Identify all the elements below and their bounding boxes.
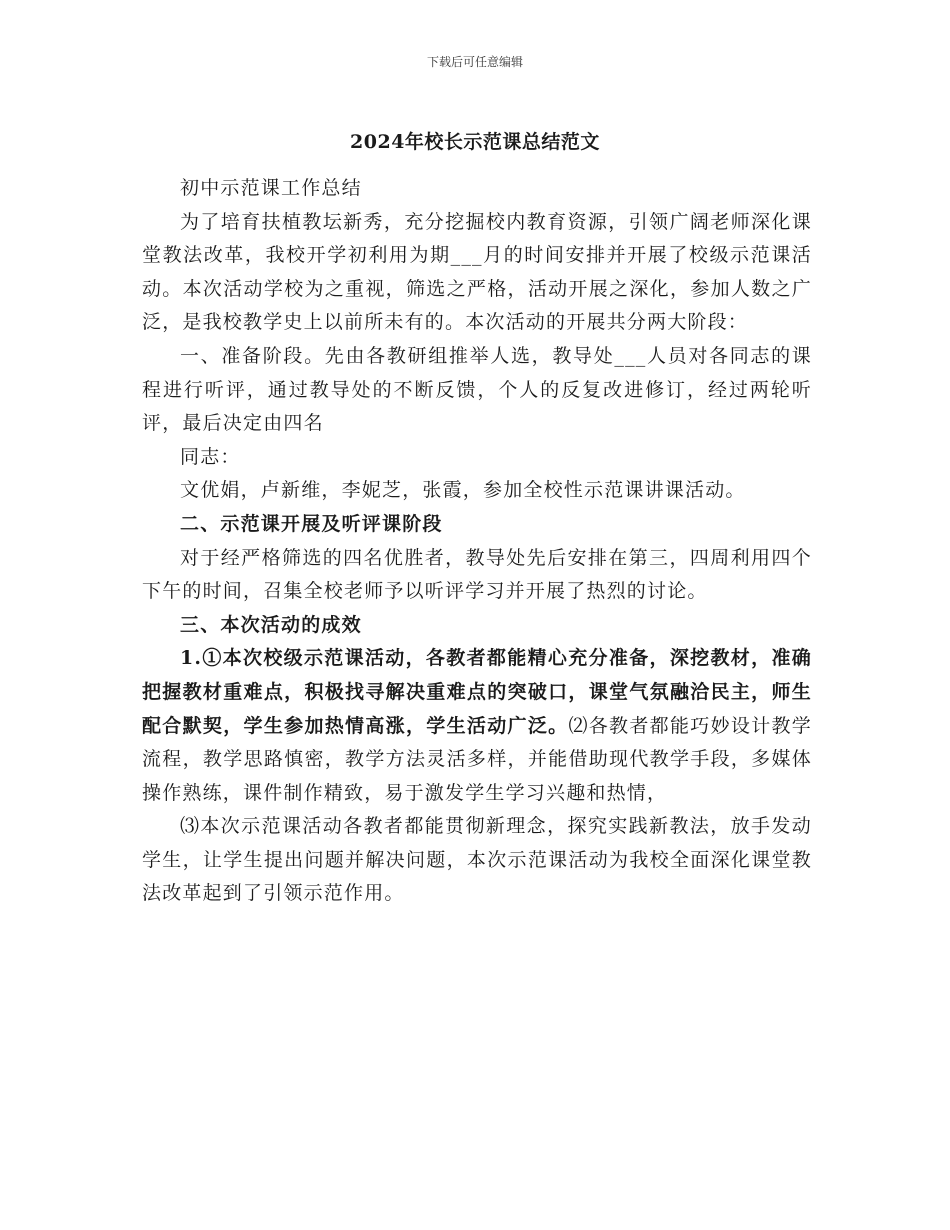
paragraph-results-one — [142, 642, 812, 810]
document-title: 2024年校长示范课总结范文 — [350, 131, 600, 153]
document-body — [142, 172, 812, 911]
results-bold-text: 1.①本次校级示范课活动，各教者都能精心充分准备，深挖教材，准确把握教材重难点，积极找寻解决重难点的突破口，课堂气氛融洽民主，师生配合默契，学生参加热情高涨，学生活动广泛。 — [142, 647, 812, 737]
section-heading-three: 三、本次活动的成效 — [180, 613, 362, 636]
page-header-note: 下载后可任意编辑 — [426, 55, 523, 69]
results-normal-text: ⑵各教者都能巧妙设计教学流程，教学思路慎密，教学方法灵活多样，并能借助现代教学手段，多媒体操作熟练，课件制作精致，易于激发学生学习兴趣和热情， — [142, 714, 813, 804]
paragraph-results-three: ⑶本次示范课活动各教者都能贯彻新理念，探究实践新教法，放手发动学生，让学生提出问题并解决问题，本次示范课活动为我校全面深化课堂教法改革起到了引领示范作用。 — [142, 815, 812, 905]
paragraph-names: 文优娟，卢新维，李妮芝，张霞，参加全校性示范课讲课活动。 — [180, 479, 746, 502]
paragraph-stage-two: 对于经严格筛选的四名优胜者，教导处先后安排在第三，四周利用四个下午的时间，召集全校老师予以听评学习并开展了热烈的讨论。 — [142, 546, 812, 603]
paragraph-stage-one: 一、准备阶段。先由各教研组推举人选，教导处___人员对各同志的课程进行听评，通过教导处的不断反馈，个人的反复改进修订，经过两轮听评，最后决定由四名 — [142, 344, 812, 435]
paragraph-intro: 为了培育扶植教坛新秀，充分挖掘校内教育资源，引领广阔老师深化课堂教法改革，我校开学初利用为期___月的时间安排并开展了校级示范课活动。本次活动学校为之重视，筛选之严格，活动开展之深化，参加人数之广泛，是我校教学史上以前所未有的。本次活动的开展共分两大阶段： — [142, 210, 812, 334]
section-heading-two: 二、示范课开展及听评课阶段 — [180, 512, 443, 535]
paragraph-colleagues: 同志： — [180, 445, 241, 468]
paragraph-subtitle: 初中示范课工作总结 — [180, 177, 362, 199]
